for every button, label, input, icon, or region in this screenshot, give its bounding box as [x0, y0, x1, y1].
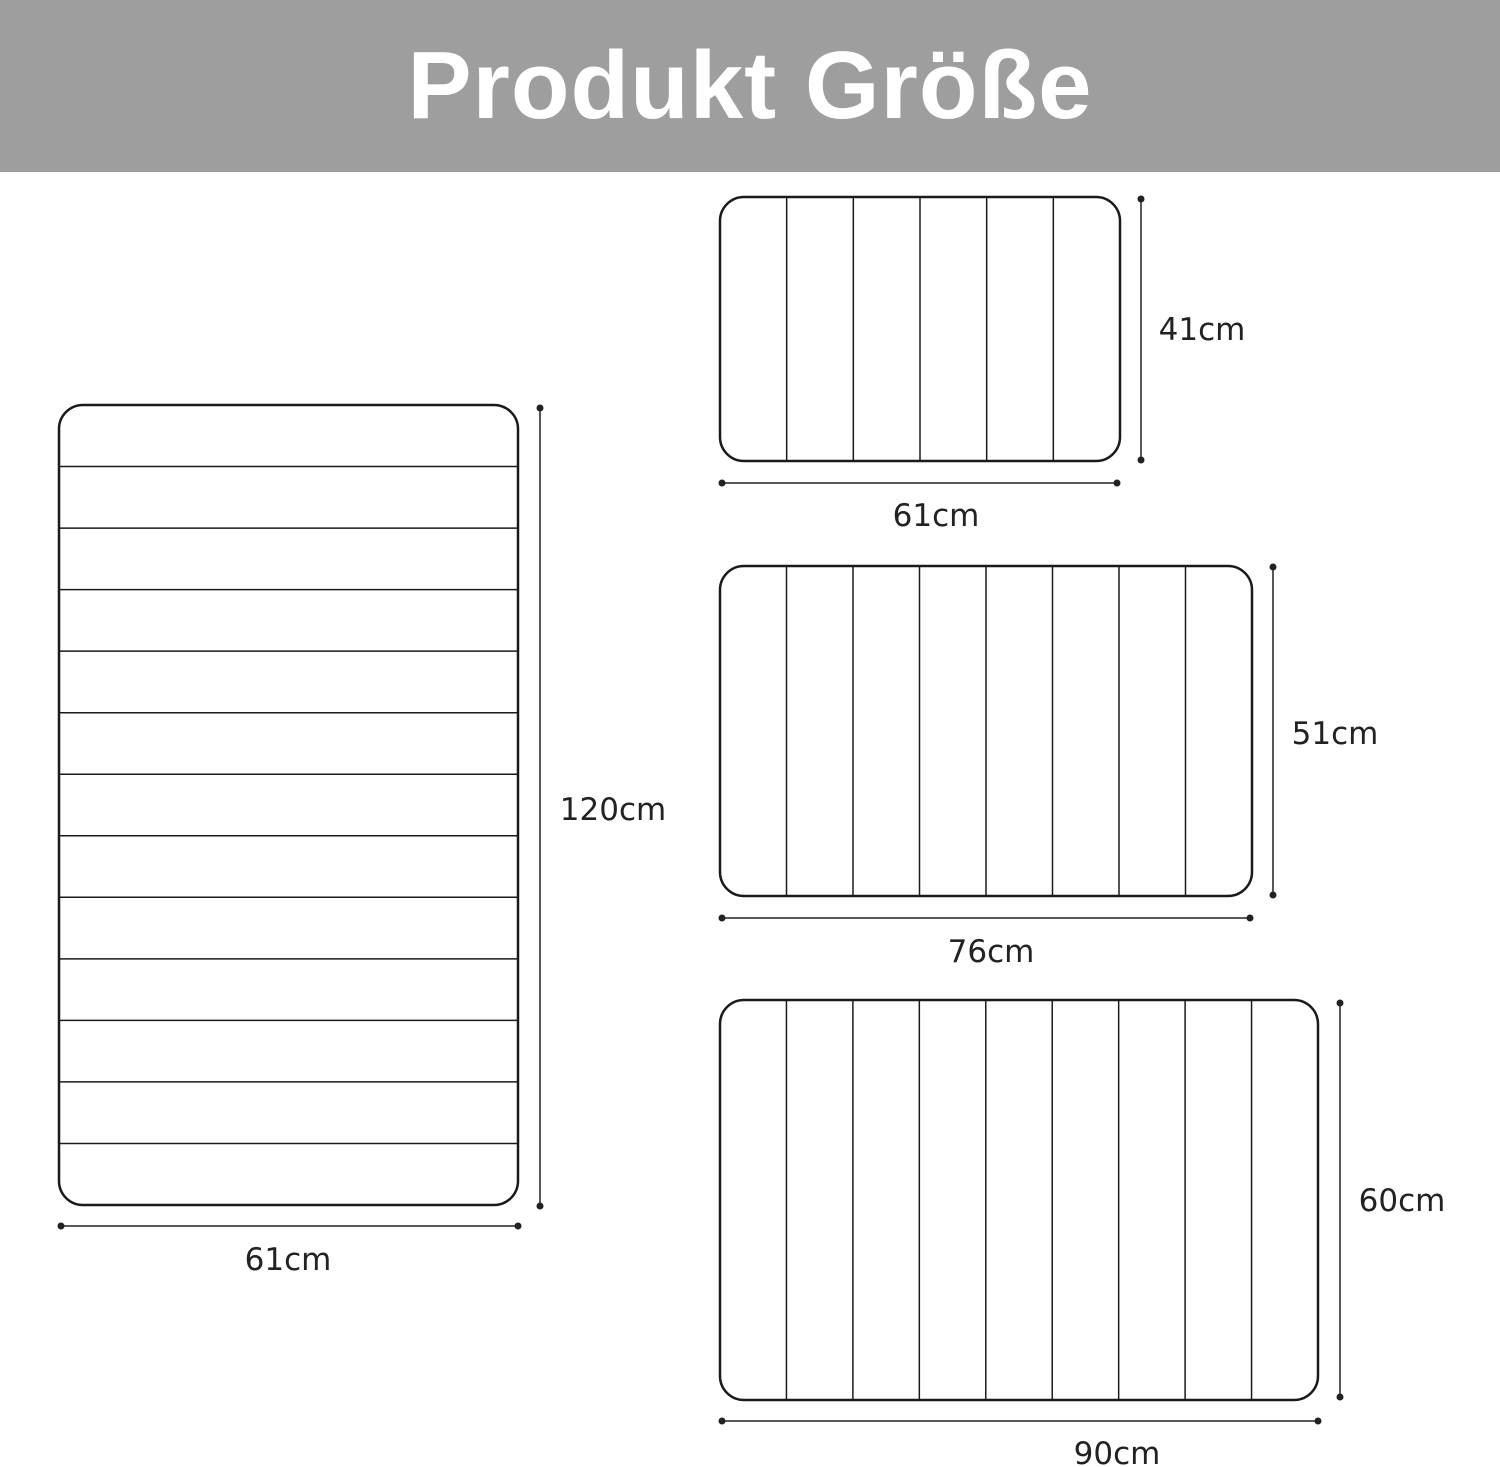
dimension-endpoint [515, 1223, 522, 1230]
dimension-endpoint [1337, 1000, 1344, 1007]
width-label: 61cm [244, 1242, 332, 1278]
dimension-endpoint [537, 1203, 544, 1210]
height-label: 60cm [1358, 1183, 1446, 1219]
width-label: 76cm [947, 934, 1035, 970]
dimension-endpoint [1247, 915, 1254, 922]
height-label: 41cm [1158, 312, 1246, 348]
width-label: 61cm [892, 498, 980, 534]
dimension-endpoint [1270, 892, 1277, 899]
mat-61x120 [58, 405, 667, 1279]
mat-outline [59, 405, 518, 1205]
dimension-endpoint [58, 1223, 65, 1230]
dimension-endpoint [1138, 457, 1145, 464]
dimension-endpoint [537, 405, 544, 412]
dimension-endpoint [719, 1418, 726, 1425]
mat-90x60 [719, 1000, 1446, 1467]
dimension-endpoint [1337, 1394, 1344, 1401]
dimension-endpoint [1270, 564, 1277, 571]
dimension-endpoint [719, 915, 726, 922]
mat-outline [720, 1000, 1318, 1400]
dimension-endpoint [1114, 480, 1121, 487]
mat-61x41 [719, 196, 1246, 535]
width-label: 90cm [1073, 1436, 1161, 1467]
dimension-endpoint [1315, 1418, 1322, 1425]
dimension-endpoint [719, 480, 726, 487]
mat-76x51 [719, 564, 1379, 971]
height-label: 51cm [1291, 716, 1379, 752]
dimension-endpoint [1138, 196, 1145, 203]
height-label: 120cm [559, 792, 667, 828]
page-title: Produkt Größe [407, 32, 1093, 139]
